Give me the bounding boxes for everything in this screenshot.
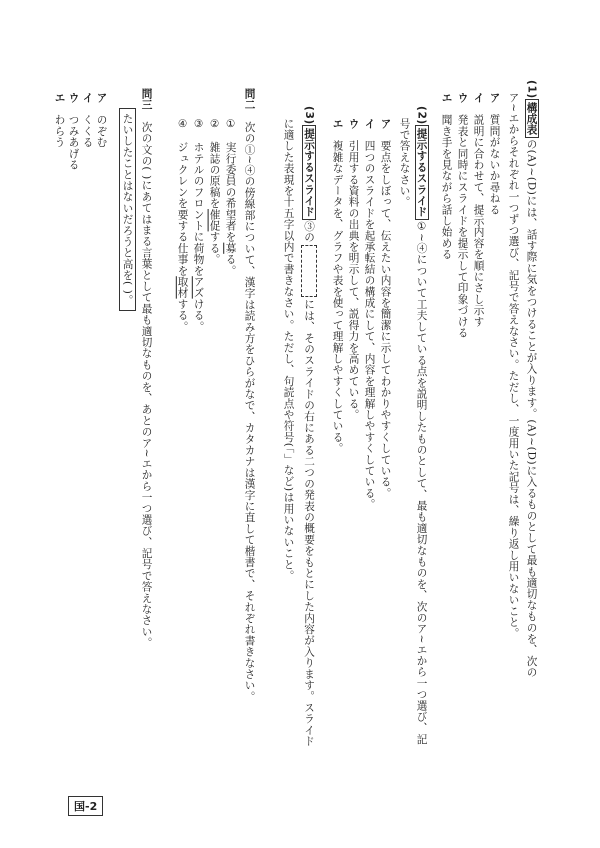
q2-keyword: 提示するスライド xyxy=(415,125,429,221)
q2-line2: 号で答えなさい。 xyxy=(398,118,411,208)
q1-option-i: イ 説明に合わせて、提示内容を順にさし示す xyxy=(472,92,485,328)
q2-line1: (2)提示するスライド①~④について工夫している点を説明したものとして、最も適切なものを、次のア~エから一つ選び、記 xyxy=(415,106,428,745)
mon3-option-a: ア のぞむ xyxy=(95,92,108,149)
q2-option-u: ウ 引用する資料の出典を明示して、説得力を高めている。 xyxy=(347,118,360,421)
q3-number: (3) xyxy=(303,106,315,125)
page-number: 国-2 xyxy=(68,796,103,816)
q3-keyword: 提示するスライド xyxy=(302,125,316,221)
mon2-header: 問二 次の①~④の傍線部について、漢字は読み方をひらがなで、カタカナは漢字に直して楷書で、それぞれ書きなさい。 xyxy=(243,88,256,703)
mon3-option-i: イ くくる xyxy=(81,92,94,149)
q1-number: (1) xyxy=(525,80,538,99)
mon2-item-2: ② 雑誌の原稿を催促する。 xyxy=(208,118,221,266)
mon2-label: 問二 xyxy=(243,88,256,111)
mon3-label: 問三 xyxy=(140,88,153,111)
mon3-option-e: エ わらう xyxy=(53,92,66,149)
mon3-sentence-box: たいしたことはないだろうと高を( )。 xyxy=(119,108,136,311)
q2-option-e: エ 複雑なデータを、グラフや表を使って理解しやすくしている。 xyxy=(331,118,344,455)
q3-line2: に適した表現を十五字以内で書きなさい。ただし、句読点や符号(「」など)は用いないこと。 xyxy=(282,118,295,582)
mon2-item-3: ③ ホテルのフロントに荷物をアズける。 xyxy=(192,118,205,333)
mon2-item-4: ④ ジュクレンを要する仕事を取材する。 xyxy=(176,118,189,333)
q2-number: (2) xyxy=(415,106,428,125)
q1-option-e: エ 聞き手を見ながら話し始める xyxy=(440,92,453,261)
q1-line1: (1)構成表の(A)~(D)には、話す際に気をつけることが入ります。(A)~(D)に入るものとして最も適切なものを、次の xyxy=(525,80,538,678)
mon2-item-1: ① 実行委員の希望者を募る。 xyxy=(224,118,237,277)
q1-option-u: ウ 発表と同時にスライドを提示して印象づける xyxy=(456,92,469,339)
q1-line2: ア~エからそれぞれ一つずつ選び、記号で答えなさい。ただし、一度用いた記号は、繰り返し用いないこと。 xyxy=(507,92,520,640)
q1-option-a: ア 質問がないか尋ねる xyxy=(488,92,501,216)
q3-line1: (3)提示するスライド③のには、そのスライドの右にある二つの発表の概要をもとにした内容が入ります。スライド xyxy=(303,106,315,747)
q2-option-i: イ 四つのスライドを起承転結の構成にして、内容を理解しやすくしている。 xyxy=(363,118,376,511)
q2-option-a: ア 要点をしぼって、伝えたい内容を簡潔に示してわかりやすくしている。 xyxy=(379,118,392,499)
mon3-header: 問三 次の文の( )にあてはまる言葉として最も適切なものを、あとのア~エから一つ選び、記号で答えなさい。 xyxy=(140,88,153,649)
q1-keyword: 構成表 xyxy=(525,99,539,139)
mon3-option-u: ウ つみあげる xyxy=(67,92,80,171)
answer-blank-box xyxy=(301,245,317,297)
